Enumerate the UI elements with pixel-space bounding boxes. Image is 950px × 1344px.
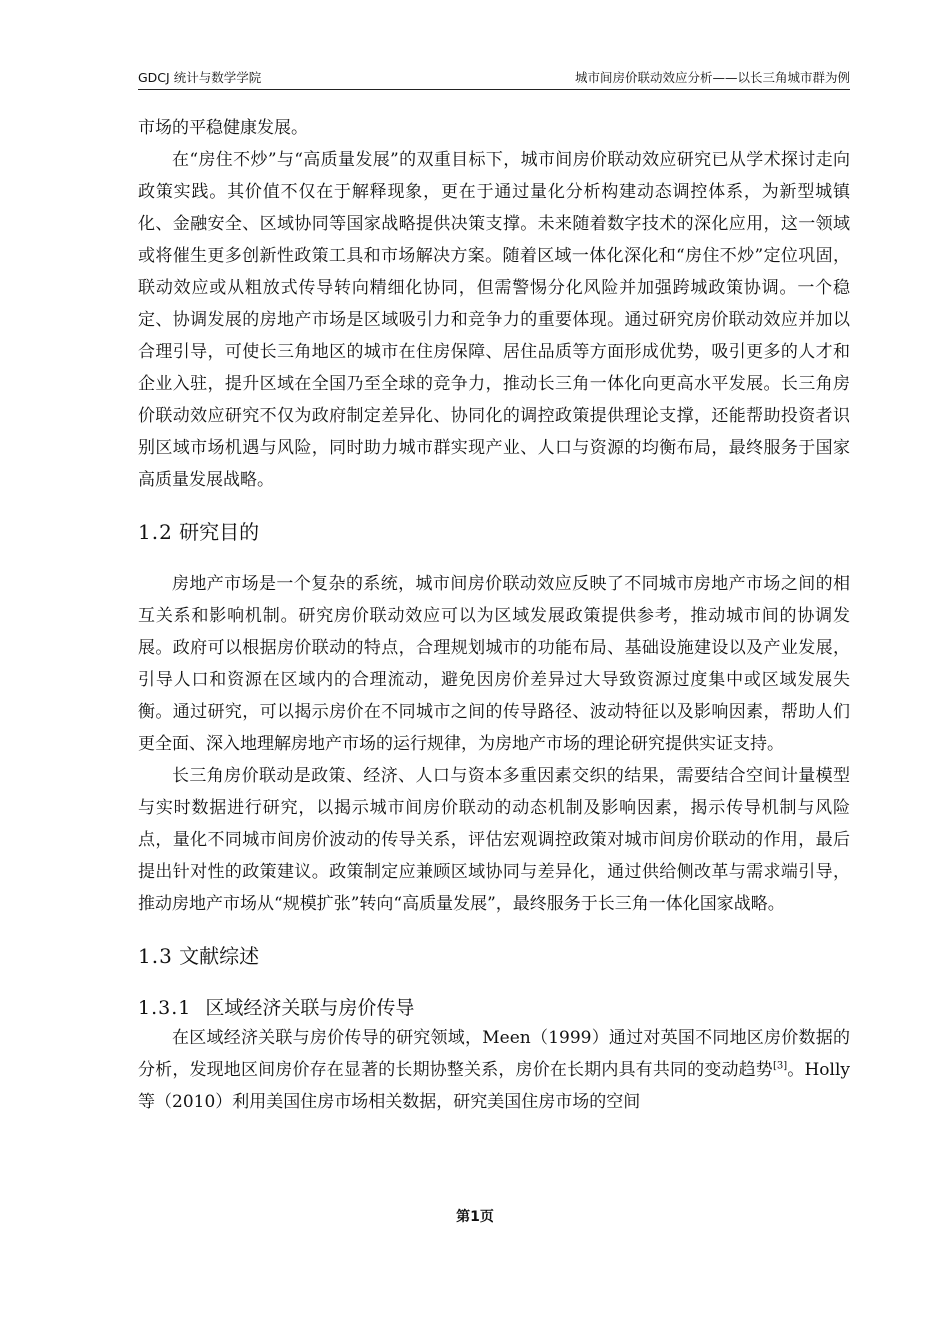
page-number: 第1页 xyxy=(456,1209,494,1225)
section-heading-1-2 xyxy=(138,518,850,546)
subsection-heading-1-3-1 xyxy=(138,994,850,1022)
literature-text-a: 在区域经济关联与房价传导的研究领域，Meen（1999）通过对英国不同地区房价数据的分析，发现地区间房价存在显著的长期协整关系，房价在长期内具有共同的变动趋势 xyxy=(138,1028,850,1080)
section-heading-1-3 xyxy=(138,942,850,970)
section-number: 1.2 xyxy=(138,520,173,544)
section-number: 1.3 xyxy=(138,944,173,968)
header-right: 城市间房价联动效应分析——以长三角城市群为例 xyxy=(574,70,850,85)
subsection-title: 区域经济关联与房价传导 xyxy=(205,997,415,1019)
paragraph-literature xyxy=(138,1022,850,1118)
header-left: GDCJ 统计与数学学院 xyxy=(138,70,262,85)
subsection-number: 1.3.1 xyxy=(138,997,192,1019)
paragraph-policy-significance: 在“房住不炒”与“高质量发展”的双重目标下，城市间房价联动效应研究已从学术探讨走向政策实践。其价值不仅在于解释现象，更在于通过量化分析构建动态调控体系，为新型城镇化、金融安全、区域协同等国家战略提供决策支撑。未来随着数字技术的深化应用，这一领域或将催生更多创新性政策工具和市场解决方案。随着区域一体化深化和“房住不炒”定位巩固，联动效应或从粗放式传导转向精细化协同，但需警惕分化风险并加强跨城政策协调。一个稳定、协调发展的房地产市场是区域吸引力和竞争力的重要体现。通过研究房价联动效应并加以合理引导，可使长三角地区的城市在住房保障、居住品质等方面形成优势，吸引更多的人才和企业入驻，提升区域在全国乃至全球的竞争力，推动长三角一体化向更高水平发展。长三角房价联动效应研究不仅为政府制定差异化、协同化的调控政策提供理论支撑，还能帮助投资者识别区域市场机遇与风险，同时助力城市群实现产业、人口与资源的均衡布局，最终服务于国家高质量发展战略。 xyxy=(138,150,850,490)
paragraph-research-approach: 长三角房价联动是政策、经济、人口与资本多重因素交织的结果，需要结合空间计量模型与实时数据进行研究，以揭示城市间房价联动的动态机制及影响因素，揭示传导机制与风险点，量化不同城市间房价波动的传导关系，评估宏观调控政策对城市间房价联动的作用，最后提出针对性的政策建议。政策制定应兼顾区域协同与差异化，通过供给侧改革与需求端引导，推动房地产市场从“规模扩张”转向“高质量发展”，最终服务于长三角一体化国家战略。 xyxy=(138,766,850,914)
section-title: 文献综述 xyxy=(179,944,260,968)
citation-ref[interactable]: [3] xyxy=(772,1060,788,1072)
page-header xyxy=(138,64,850,90)
section-title: 研究目的 xyxy=(179,520,260,544)
page-body xyxy=(138,112,850,1118)
paragraph-continuation: 市场的平稳健康发展。 xyxy=(138,118,308,138)
literature-text-b: 。Holly 等（2010）利用美国住房市场相关数据，研究美国住房市场的空间 xyxy=(138,1060,851,1112)
paragraph-research-purpose: 房地产市场是一个复杂的系统，城市间房价联动效应反映了不同城市房地产市场之间的相互关系和影响机制。研究房价联动效应可以为区域发展政策提供参考，推动城市间的协调发展。政府可以根据房价联动的特点，合理规划城市的功能布局、基础设施建设以及产业发展，引导人口和资源在区域内的合理流动，避免因房价差异过大导致资源过度集中或区域发展失衡。通过研究，可以揭示房价在不同城市之间的传导路径、波动特征以及影响因素，帮助人们更全面、深入地理解房地产市场的运行规律，为房地产市场的理论研究提供实证支持。 xyxy=(138,574,850,754)
